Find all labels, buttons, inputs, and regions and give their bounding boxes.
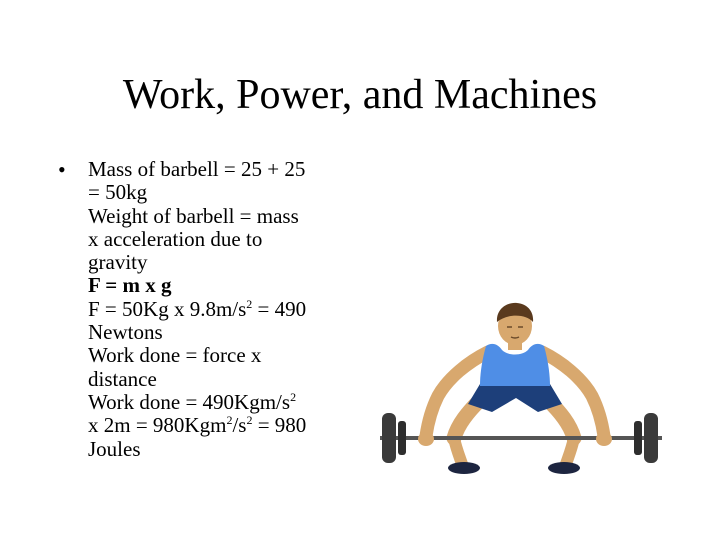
superscript: 2 (246, 296, 253, 311)
body-line (88, 391, 378, 414)
left-plate-inner (398, 421, 406, 455)
text-fragment: = 980 (252, 413, 307, 438)
weightlifter-with-barbell-illustration (376, 300, 666, 480)
bullet-icon: • (58, 157, 66, 182)
left-shin (454, 438, 462, 464)
right-shoe (548, 462, 580, 474)
text-fragment: Work done = 490Kgm/s (88, 389, 291, 414)
body-line: Work done = force x (88, 343, 262, 368)
right-plate-outer (644, 413, 658, 463)
superscript: 2 (226, 413, 233, 428)
right-hand (596, 432, 612, 446)
body-line: = 50kg (88, 180, 148, 205)
right-plate-inner (634, 421, 642, 455)
left-hand (418, 432, 434, 446)
body-line: distance (88, 366, 157, 391)
left-plate-outer (382, 413, 396, 463)
tank-top (480, 344, 550, 386)
left-shoe (448, 462, 480, 474)
body-line (88, 298, 378, 321)
text-fragment: F = 50Kg x 9.8m/s (88, 296, 247, 321)
superscript: 2 (246, 413, 253, 428)
shorts (468, 384, 562, 412)
text-fragment: = 490 (252, 296, 307, 321)
text-fragment: x 2m = 980Kgm (88, 413, 227, 438)
body-line: gravity (88, 250, 148, 275)
body-line: x acceleration due to (88, 226, 263, 251)
body-line: Newtons (88, 320, 163, 345)
body-line: Weight of barbell = mass (88, 203, 299, 228)
bullet-body (88, 158, 378, 461)
body-line: Joules (88, 436, 141, 461)
right-shin (566, 438, 574, 464)
slide-title: Work, Power, and Machines (122, 72, 598, 118)
text-fragment: /s (232, 413, 247, 438)
body-line: Mass of barbell = 25 + 25 (88, 157, 306, 181)
formula-line: F = m x g (88, 273, 172, 298)
body-line (88, 414, 378, 437)
superscript: 2 (290, 389, 297, 404)
